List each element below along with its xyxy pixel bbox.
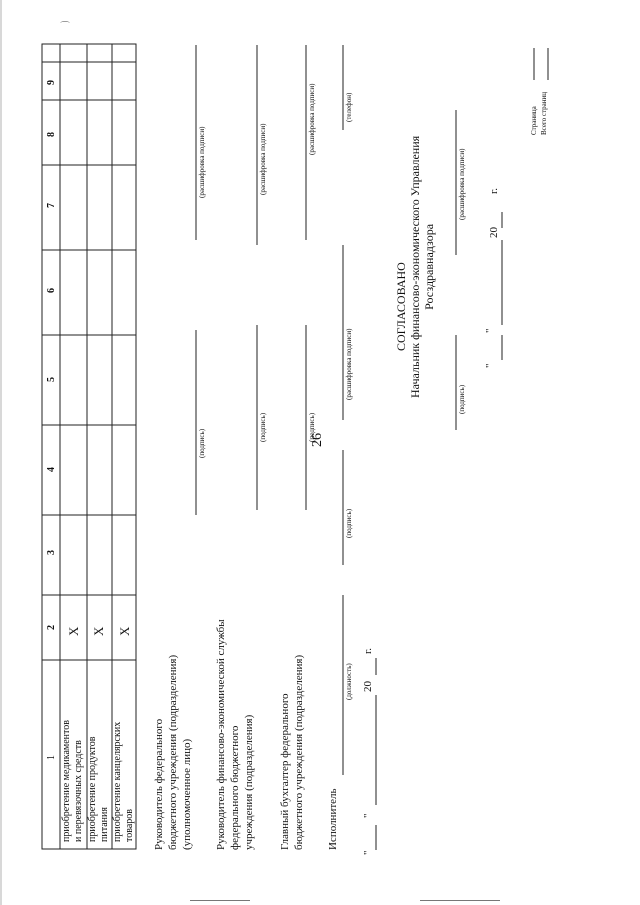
page-number: 26 [310,433,325,447]
row-1-label-line-1: приобретение медикаментов [61,720,72,842]
approval-title: СОГЛАСОВАНО [394,262,408,351]
finance-label-line-2: федерального бюджетного [229,725,241,850]
approval-sign-caption: (подпись) [458,384,466,414]
accountant-signature-label [278,655,306,850]
executor-sign-caption: (подпись) [345,508,353,538]
scan-dash [190,900,250,901]
table-header-5: 5 [46,377,57,382]
row-2-col-2-mark: X [91,626,106,636]
row-2-label-line-2: питания [99,807,110,842]
row-1-col-2-mark: X [66,626,81,636]
row-3-col-2-mark: X [117,626,132,636]
accountant-label-line-1: Главный бухгалтер федерального [279,693,291,850]
head-sign-caption: (подпись) [198,428,206,458]
table-header-1: 1 [46,755,57,760]
row-3-label-line-1: приобретение канцелярских [112,721,123,842]
approval-date-close-quote: " [484,328,496,333]
approval-decode-caption: (расшифровка подписи) [458,148,466,220]
row-2-label-line-1: приобретение продуктов [87,736,98,842]
table-header-6: 6 [46,288,57,293]
table-header-8: 8 [46,132,57,137]
approval-position [408,136,436,398]
finance-signature-label [214,619,256,850]
executor-decode-caption: (расшифровка подписи) [345,328,353,400]
executor-phone-caption: (телефон) [345,92,353,122]
head-label-line-1: Руководитель федерального [153,718,165,850]
finance-label-line-1: Руководитель финансово-экономической службы [215,619,227,850]
head-decode-caption: (расшифровка подписи) [198,126,206,198]
approval-year-suffix: г. [488,187,500,194]
finance-decode-caption: (расшифровка подписи) [259,123,267,195]
executor-label: Исполнитель [327,788,339,850]
table-header-2: 2 [46,625,57,630]
scan-dash [420,900,500,901]
row-3-label-line-2: товаров [124,809,135,842]
table-header-3: 3 [46,550,57,555]
finance-label-line-3: учреждения (подразделения) [243,714,255,850]
executor-date-open-quote: " [362,850,374,855]
table-header-4: 4 [46,467,57,472]
approval-position-line-2: Росздравнадзора [422,223,436,310]
table-header-9: 9 [46,80,57,85]
head-label-line-3: (уполномоченное лицо) [181,738,193,850]
scan-mark: ⌒ [60,22,70,33]
accountant-decode-caption: (расшифровка подписи) [308,83,316,155]
approval-position-line-1: Начальник финансово-экономического Управления [408,135,422,398]
approval-year-prefix: 20 [488,227,500,238]
row-1-label-line-2: и перевязочных средств [73,740,84,842]
accountant-sign-caption: (подпись) [308,412,316,442]
footer-total-label: Всего страниц [540,91,548,135]
executor-position-caption: (должность) [345,663,353,700]
head-signature-label [152,655,194,850]
finance-sign-caption: (подпись) [259,412,267,442]
accountant-label-line-2: бюджетного учреждения (подразделения) [293,654,305,850]
approval-date-open-quote: " [484,363,496,368]
head-label-line-2: бюджетного учреждения (подразделения) [167,654,179,850]
table-header-7: 7 [46,203,57,208]
footer-page-label: Страница [530,106,538,135]
executor-year-suffix: г. [362,647,374,654]
executor-date-close-quote: " [362,813,374,818]
executor-year-prefix: 20 [362,681,374,692]
